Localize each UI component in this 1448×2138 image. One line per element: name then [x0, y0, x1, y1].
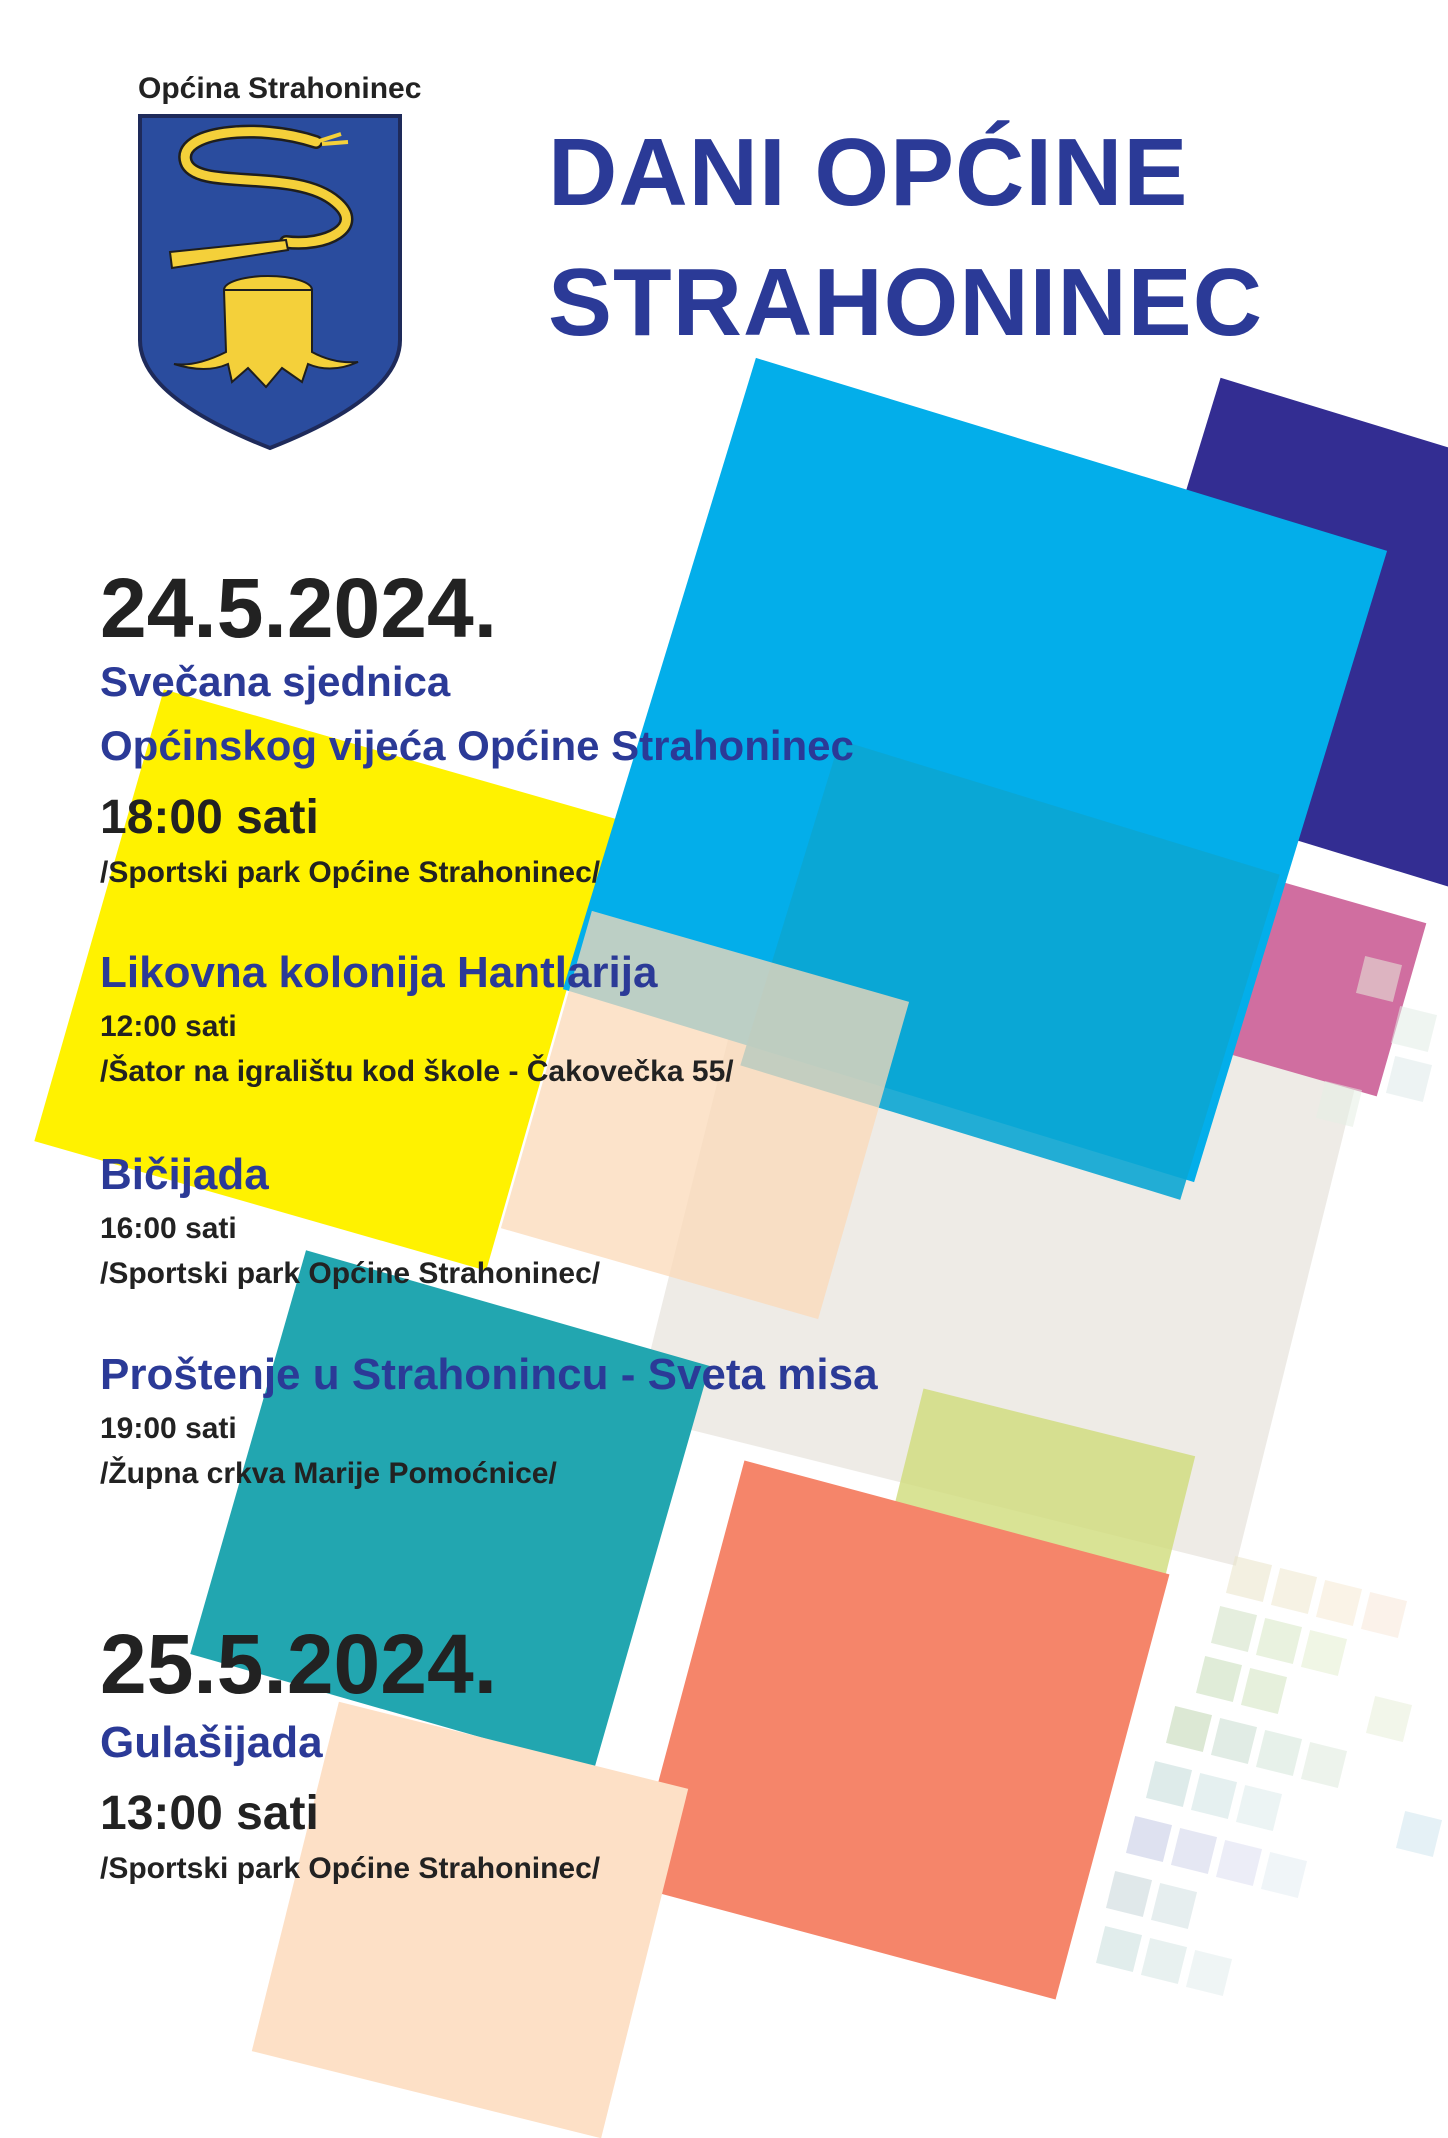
mosaic-tile [1256, 1730, 1302, 1776]
mosaic-tile [1171, 1828, 1217, 1874]
mosaic-tile [1191, 1773, 1237, 1819]
event5-time: 13:00 sati [100, 1787, 319, 1840]
mosaic-tile [1316, 1580, 1362, 1626]
day2-date: 25.5.2024. [100, 1617, 498, 1711]
mosaic-tile [1211, 1606, 1257, 1652]
mosaic-tile [1386, 1056, 1432, 1102]
event1-title-line2: Općinskog vijeća Općine Strahoninec [100, 722, 854, 769]
mosaic-tile [1271, 1568, 1317, 1614]
mosaic-tile [1166, 1706, 1212, 1752]
mosaic-tile [1151, 1883, 1197, 1929]
mosaic-tile [1391, 1006, 1437, 1052]
event2-time: 12:00 sati [100, 1010, 237, 1043]
event1-time: 18:00 sati [100, 791, 319, 844]
event5-title: Gulašijada [100, 1718, 323, 1767]
event1-location: /Sportski park Općine Strahoninec/ [100, 856, 601, 889]
mosaic-tile [1361, 1592, 1407, 1638]
event3-time: 16:00 sati [100, 1212, 237, 1245]
event3-location: /Sportski park Općine Strahoninec/ [100, 1257, 601, 1290]
mosaic-tile [1146, 1761, 1192, 1807]
coat-of-arms-icon [136, 112, 404, 454]
mosaic-tile [1226, 1556, 1272, 1602]
municipality-label: Općina Strahoninec [138, 72, 422, 105]
event2-location: /Šator na igralištu kod škole - Čakovečka 55/ [100, 1055, 734, 1088]
mosaic-tile [1216, 1840, 1262, 1886]
mosaic-tile [1126, 1816, 1172, 1862]
mosaic-tile [1106, 1871, 1152, 1917]
mosaic-tile [1236, 1785, 1282, 1831]
mosaic-tile [1096, 1926, 1142, 1972]
mosaic-tile [1396, 1811, 1442, 1857]
event5-location: /Sportski park Općine Strahoninec/ [100, 1852, 601, 1885]
mosaic-tile [1261, 1852, 1307, 1898]
mosaic-tile [1241, 1668, 1287, 1714]
mosaic-tile [1211, 1718, 1257, 1764]
poster-title-line1: DANI OPĆINE [548, 119, 1189, 226]
event4-location: /Župna crkva Marije Pomoćnice/ [100, 1457, 557, 1490]
mosaic-tile [1301, 1742, 1347, 1788]
mosaic-tile [1366, 1696, 1412, 1742]
mosaic-tile [1141, 1938, 1187, 1984]
event2-title: Likovna kolonija Hantlarija [100, 948, 658, 997]
day1-date: 24.5.2024. [100, 561, 498, 655]
event4-time: 19:00 sati [100, 1412, 237, 1445]
event3-title: Bičijada [100, 1150, 269, 1199]
event1-title-line1: Svečana sjednica [100, 658, 451, 705]
mosaic-tile [1196, 1656, 1242, 1702]
poster-title-line2: STRAHONINEC [548, 249, 1264, 356]
event4-title: Proštenje u Strahonincu - Sveta misa [100, 1350, 878, 1399]
mosaic-tile [1186, 1950, 1232, 1996]
mosaic-tile [1256, 1618, 1302, 1664]
mosaic-tile [1301, 1630, 1347, 1676]
